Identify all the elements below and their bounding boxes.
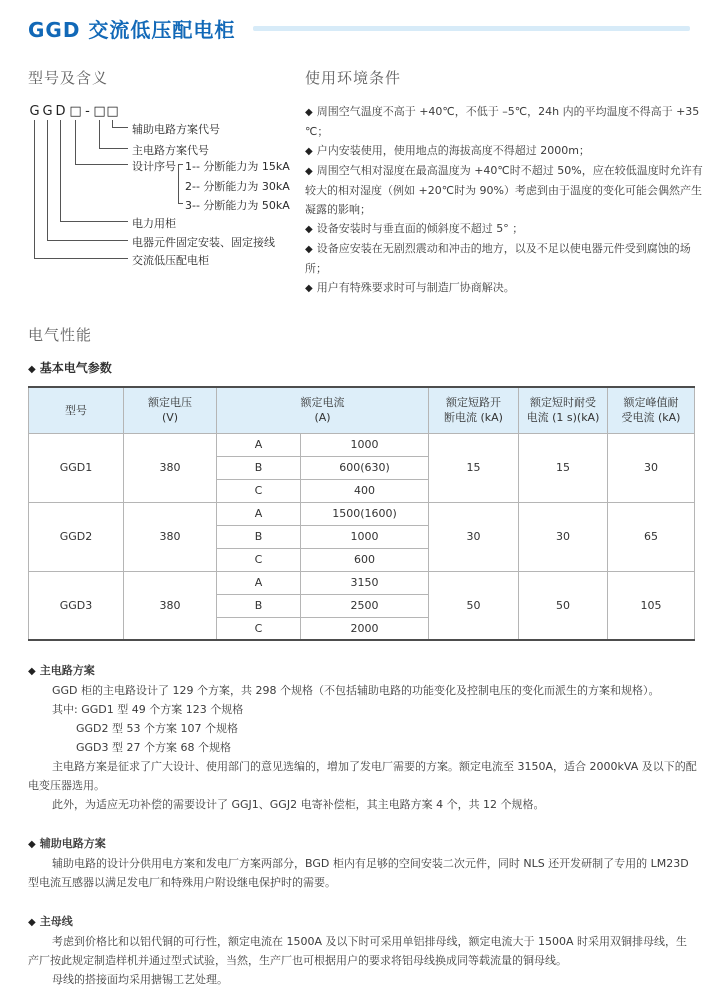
breaking-cell: 30 [429,502,519,571]
diagram-label-fixed: 电器元件固定安装、固定接线 [132,236,275,249]
aux-circuit-section [28,834,712,892]
list-item-text: 户内安装使用，使用地点的海拔高度不得超过 2000m； [316,144,590,157]
variant-cell: B [217,456,301,479]
design-option: 2-- 分断能力为 30kA [185,180,290,193]
electrical-performance-section [28,324,712,641]
current-cell: 2500 [301,594,429,617]
col-header-peak: 额定峰值耐 受电流 (kA) [608,387,695,433]
paragraph: 主电路方案是征求了广大设计、使用部门的意见选编的，增加了发电厂需要的方案。额定电流至 3150A，适合 2000kVA 及以下的配电变压器选用。 [28,760,697,792]
environment-section [305,67,712,298]
electrical-params-table [28,386,695,641]
model-cell: GGD1 [29,433,124,502]
voltage-cell: 380 [124,571,217,640]
table-row [29,502,695,525]
paragraph: GGD 柜的主电路设计了 129 个方案，共 298 个规格（不包括辅助电路的功能变化及控制电压的变化而派生的方案和规格）。 [52,684,660,697]
current-cell: 1500(1600) [301,502,429,525]
paragraph: GGD3 型 27 个方案 68 个规格 [76,741,231,754]
code-char: D [55,104,66,119]
list-item [305,141,708,161]
busbar-section [28,912,712,989]
top-columns [28,67,712,298]
code-box-char: □ [69,104,82,119]
variant-cell: B [217,525,301,548]
list-item [305,161,708,219]
code-char: G [29,104,40,119]
list-item [305,239,708,278]
code-dash-char: - [85,104,90,119]
main-circuit-heading [28,661,712,681]
diamond-bullet-icon: ◆ [305,244,313,255]
connector-line [34,120,128,259]
title-rule-decoration [253,26,690,31]
paragraph: 母线的搭接面均采用搪锡工艺处理。 [52,973,228,986]
withstand-cell: 30 [519,502,608,571]
peak-cell: 105 [608,571,695,640]
variant-cell: C [217,548,301,571]
diamond-bullet-icon: ◆ [305,107,313,118]
paragraph: 此外，为适应无功补偿的需要设计了 GGJ1、GGJ2 电寄补偿柜，其主电路方案 4 个，共 12 个规格。 [52,798,545,811]
table-row [29,433,695,456]
model-cell: GGD3 [29,571,124,640]
diamond-bullet-icon: ◆ [28,917,36,928]
current-cell: 400 [301,479,429,502]
current-cell: 3150 [301,571,429,594]
list-item-text: 周围空气相对湿度在最高温度为 +40℃时不超过 50%，应在较低温度时允许有较大的相对湿度（例如 +20℃时为 90%）考虑到由于温度的变化可能会偶然产生凝露的影响； [305,164,703,216]
paragraph: 辅助电路的设计分供用电方案和发电厂方案两部分，BGD 柜内有足够的空间安装二次元件，同时 NLS 还开发研制了专用的 LM23D 型电流互感器以满足发电厂和特殊用户附设继电保护时的需要。 [28,857,689,889]
page-header [28,14,712,43]
electrical-heading: 电气性能 [28,326,93,344]
environment-list [305,102,708,298]
busbar-heading [28,912,712,932]
variant-cell: C [217,617,301,640]
paragraph: 其中: GGD1 型 49 个方案 123 个规格 [52,703,244,716]
subheading-text: 主母线 [39,915,73,928]
main-circuit-section [28,661,712,814]
diamond-bullet-icon: ◆ [305,146,313,157]
variant-cell: A [217,502,301,525]
current-cell: 600(630) [301,456,429,479]
subheading-text: 基本电气参数 [39,361,112,375]
model-cell: GGD2 [29,502,124,571]
voltage-cell: 380 [124,433,217,502]
model-meaning-section [28,67,305,298]
diamond-bullet-icon: ◆ [305,224,313,235]
diamond-bullet-icon: ◆ [28,839,36,850]
withstand-cell: 50 [519,571,608,640]
diamond-bullet-icon: ◆ [28,666,36,677]
current-cell: 600 [301,548,429,571]
variant-cell: B [217,594,301,617]
list-item [305,102,708,141]
list-item-text: 设备应安装在无剧烈震动和冲击的地方，以及不足以使电器元件受到腐蚀的场所； [305,242,691,275]
peak-cell: 65 [608,502,695,571]
aux-circuit-heading [28,834,712,854]
list-item [305,219,708,239]
variant-cell: C [217,479,301,502]
withstand-cell: 15 [519,433,608,502]
current-cell: 2000 [301,617,429,640]
variant-cell: A [217,571,301,594]
col-header-voltage: 额定电压 (V) [124,387,217,433]
paragraph: GGD2 型 53 个方案 107 个规格 [76,722,238,735]
paragraph: 考虑到价格比和以铝代铜的可行性，额定电流在 1500A 及以下时可采用单铝排母线，额定电流大于 1500A 时采用双铜排母线，生产厂按此规定制造样机并通过型式试验，当然，生产厂也可根据用户的要求将铝母线换成同等载流量的铜母线。 [28,935,688,967]
table-header-row [29,387,695,433]
col-header-withstand: 额定短时耐受 电流 (1 s)(kA) [519,387,608,433]
col-header-current: 额定电流 (A) [217,387,429,433]
diamond-bullet-icon: ◆ [28,364,36,375]
basic-params-subheading [28,359,712,376]
breaking-cell: 15 [429,433,519,502]
col-header-model: 型号 [29,387,124,433]
page-title: GGD 交流低压配电柜 [28,18,236,42]
design-options-bracket [178,164,183,204]
environment-heading: 使用环境条件 [305,69,402,87]
col-header-breaking: 额定短路开 断电流 (kA) [429,387,519,433]
list-item-text: 设备安装时与垂直面的倾斜度不超过 5° ； [316,222,524,235]
model-code-diagram [28,104,305,276]
peak-cell: 30 [608,433,695,502]
diagram-label-ac: 交流低压配电柜 [132,254,209,267]
code-box-char: □ [106,104,119,119]
breaking-cell: 50 [429,571,519,640]
diagram-label-aux: 辅助电路方案代号 [132,123,220,136]
current-cell: 1000 [301,433,429,456]
variant-cell: A [217,433,301,456]
code-box-char: □ [93,104,106,119]
list-item-text: 用户有特殊要求时可与制造厂协商解决。 [316,281,515,294]
diagram-label-design: 设计序号 [132,160,176,173]
code-char: G [42,104,53,119]
diamond-bullet-icon: ◆ [305,166,313,177]
current-cell: 1000 [301,525,429,548]
list-item [305,278,708,298]
subheading-text: 辅助电路方案 [39,837,106,850]
diamond-bullet-icon: ◆ [305,283,313,294]
diagram-label-power: 电力用柜 [132,217,176,230]
list-item-text: 周围空气温度不高于 +40℃，不低于 –5℃，24h 内的平均温度不得高于 +35 ℃； [305,105,700,138]
design-option: 3-- 分断能力为 50kA [185,199,290,212]
model-section-heading: 型号及含义 [28,69,109,87]
table-row [29,571,695,594]
diagram-label-main: 主电路方案代号 [132,144,209,157]
subheading-text: 主电路方案 [39,664,95,677]
voltage-cell: 380 [124,502,217,571]
design-option: 1-- 分断能力为 15kA [185,160,290,173]
